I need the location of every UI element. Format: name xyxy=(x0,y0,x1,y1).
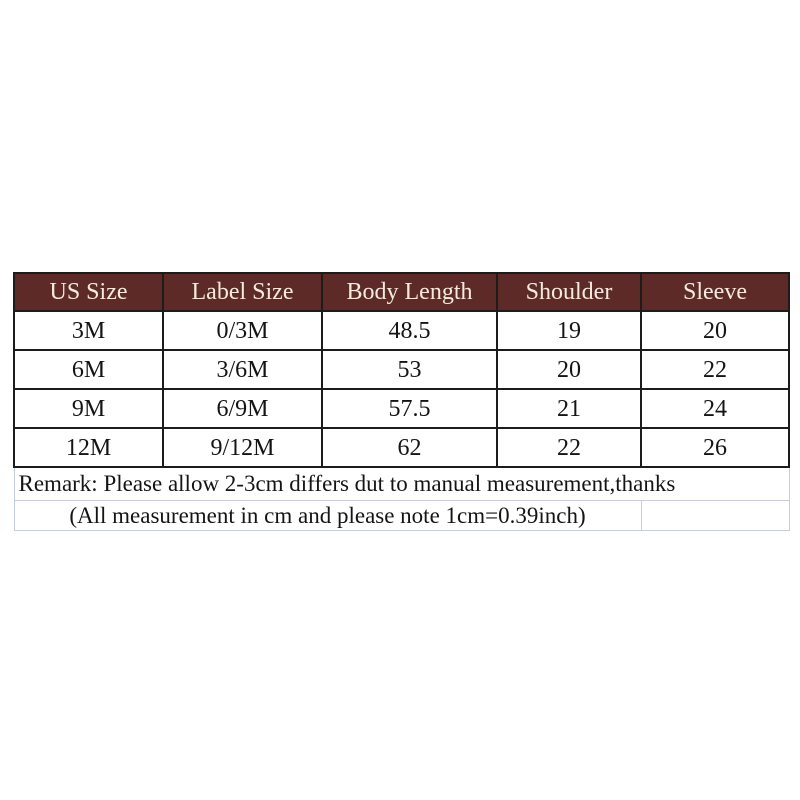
cell-sleeve: 24 xyxy=(641,389,789,428)
remark-row-1 xyxy=(14,467,789,500)
cell-sleeve: 22 xyxy=(641,350,789,389)
remark-text-unit-note: (All measurement in cm and please note 1cm=0.39inch) xyxy=(14,500,641,530)
header-cell-label-size: Label Size xyxy=(163,273,322,311)
cell-body-length: 48.5 xyxy=(322,311,497,350)
header-cell-sleeve: Sleeve xyxy=(641,273,789,311)
cell-shoulder: 22 xyxy=(497,428,641,467)
remark-row-2 xyxy=(14,500,789,530)
cell-body-length: 57.5 xyxy=(322,389,497,428)
cell-us-size: 12M xyxy=(14,428,163,467)
header-cell-shoulder: Shoulder xyxy=(497,273,641,311)
cell-us-size: 3M xyxy=(14,311,163,350)
cell-sleeve: 20 xyxy=(641,311,789,350)
cell-us-size: 9M xyxy=(14,389,163,428)
cell-us-size: 6M xyxy=(14,350,163,389)
cell-label-size: 6/9M xyxy=(163,389,322,428)
cell-label-size: 9/12M xyxy=(163,428,322,467)
cell-shoulder: 19 xyxy=(497,311,641,350)
remark-empty-cell xyxy=(641,500,789,530)
cell-label-size: 3/6M xyxy=(163,350,322,389)
header-cell-us-size: US Size xyxy=(14,273,163,311)
cell-shoulder: 20 xyxy=(497,350,641,389)
cell-body-length: 62 xyxy=(322,428,497,467)
table-row-12m xyxy=(14,428,789,467)
size-chart-table xyxy=(13,272,790,531)
table-row-6m xyxy=(14,350,789,389)
table-row-3m xyxy=(14,311,789,350)
cell-body-length: 53 xyxy=(322,350,497,389)
remark-text-measurement-tolerance: Remark: Please allow 2-3cm differs dut to manual measurement,thanks xyxy=(14,467,789,500)
header-cell-body-length: Body Length xyxy=(322,273,497,311)
header-row xyxy=(14,273,789,311)
table-row-9m xyxy=(14,389,789,428)
cell-label-size: 0/3M xyxy=(163,311,322,350)
cell-shoulder: 21 xyxy=(497,389,641,428)
cell-sleeve: 26 xyxy=(641,428,789,467)
